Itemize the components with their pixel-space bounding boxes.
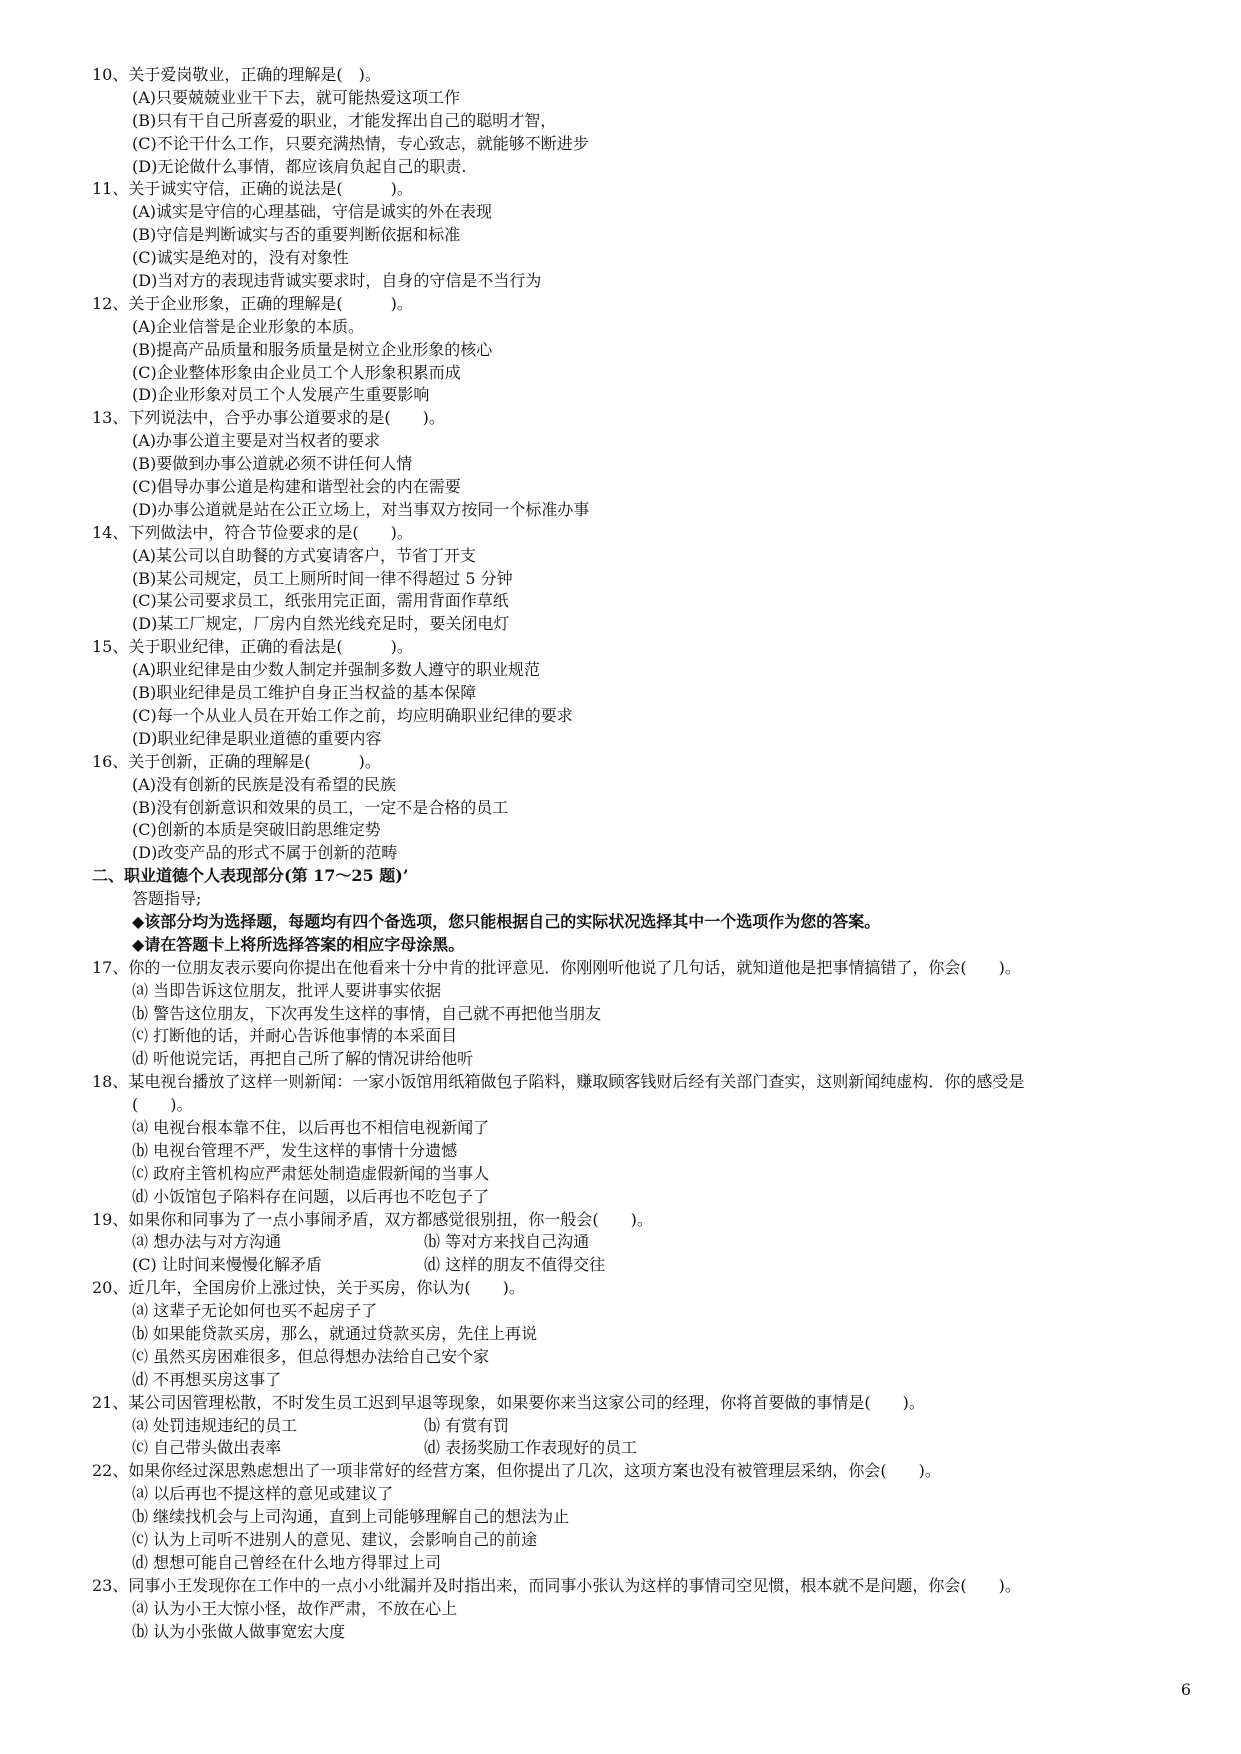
question-stem: 16、关于创新，正确的理解是( )。: [92, 751, 381, 771]
option-row: [92, 1437, 1202, 1460]
page-number: 6: [1180, 1680, 1191, 1699]
option-b: ⒝ 等对方来找自己沟通: [424, 1232, 590, 1252]
question-stem: 22、如果你经过深思熟虑想出了一项非常好的经营方案，但你提出了几次，这项方案也没有被管理层采纳，你会( )。: [92, 1461, 941, 1481]
option-b: (B)只有干自己所喜爱的职业，才能发挥出自己的聪明才智，: [132, 110, 557, 130]
question-stem: 23、同事小王发现你在工作中的一点小小纰漏并及时指出来，而同事小张认为这样的事情司空见惯，根本就不是问题，你会( )。: [92, 1575, 1021, 1595]
option-c: ⒞ 认为上司听不进别人的意见、建议，会影响自己的前途: [132, 1530, 538, 1549]
option-b: (B)没有创新意识和效果的员工，一定不是合格的员工: [132, 797, 509, 817]
option-d: ⒟ 表扬奖励工作表现好的员工: [424, 1438, 638, 1458]
option-d: (D)企业形象对员工个人发展产生重要影响: [132, 385, 430, 405]
option-b: ⒝ 电视台管理不严，发生这样的事情十分遗憾: [132, 1140, 458, 1160]
option-a: (A)没有创新的民族是没有希望的民族: [132, 774, 397, 794]
option-c: (C)创新的本质是突破旧韵思维定势: [132, 820, 381, 840]
option-b: (B)提高产品质量和服务质量是树立企业形象的核心: [132, 339, 493, 359]
option-d: ⒟ 小饭馆包子陷料存在问题，以后再也不吃包子了: [132, 1186, 490, 1206]
option-b: (B)守信是判断诚实与否的重要判断依据和标准: [132, 225, 461, 245]
option-a: (A)某公司以自助餐的方式宴请客户，节省丁开支: [132, 545, 477, 565]
option-b: ⒝ 有赏有罚: [424, 1415, 510, 1435]
option-row: [92, 1231, 1202, 1254]
option-c: ⒞ 自己带头做出表率: [132, 1438, 282, 1458]
option-b: (B)某公司规定，员工上厕所时间一律不得超过 5 分钟: [132, 568, 513, 588]
option-c: (C)企业整体形象由企业员工个人形象积累而成: [132, 362, 461, 382]
option-c: ⒞ 政府主管机构应严肃惩处制造虚假新闻的当事人: [132, 1163, 490, 1183]
option-c: (C)某公司要求员工，纸张用完正面，需用背面作草纸: [132, 591, 509, 611]
guide-rule: ◆该部分均为选择题，每题均有四个备选项，您只能根据自己的实际状况选择其中一个选项作为您的答案。: [132, 911, 881, 931]
option-d: ⒟ 想想可能自己曾经在什么地方得罪过上司: [132, 1552, 442, 1572]
option-d: (D)无论做什么事情，都应该肩负起自己的职责.: [132, 156, 467, 176]
guide-title: 答题指导;: [132, 889, 202, 909]
option-a: (A)职业纪律是由少数人制定并强制多数人遵守的职业规范: [132, 660, 541, 680]
option-d: ⒟ 不再想买房这事了: [132, 1369, 282, 1389]
option-row: [92, 1254, 1202, 1277]
question-stem: 10、关于爱岗敬业，正确的理解是( )。: [92, 65, 381, 84]
option-a: (A)诚实是守信的心理基础，守信是诚实的外在表现: [132, 202, 493, 222]
option-d: ⒟ 这样的朋友不值得交往: [424, 1255, 606, 1275]
option-b: (B)职业纪律是员工维护自身正当权益的基本保障: [132, 683, 477, 703]
option-a: ⒜ 想办法与对方沟通: [132, 1232, 282, 1252]
option-c: (C)不论干什么工作，只要充满热情，专心致志，就能够不断进步: [132, 133, 589, 153]
question-stem: 15、关于职业纪律，正确的看法是( )。: [92, 637, 413, 657]
question-stem: 11、关于诚实守信，正确的说法是( )。: [92, 179, 413, 199]
section-heading: 二、职业道德个人表现部分(第 17～25 题)’: [92, 866, 409, 886]
question-stem: 20、近几年，全国房价上涨过快，关于买房，你认为( )。: [92, 1278, 525, 1298]
option-c: (C) 让时间来慢慢化解矛盾: [132, 1255, 322, 1275]
question-stem: 17、你的一位朋友表示要向你提出在他看来十分中肯的批评意见．你刚刚听他说了几句话，就知道他是把事情搞错了，你会( )。: [92, 957, 1021, 977]
question-stem: 13、下列说法中，合乎办事公道要求的是( )。: [92, 408, 445, 428]
option-row: [92, 1415, 1202, 1438]
option-b: ⒝ 警告这位朋友，下次再发生这样的事情，自己就不再把他当朋友: [132, 1003, 602, 1023]
option-d: (D)办事公道就是站在公正立场上，对当事双方按同一个标准办事: [132, 499, 590, 519]
option-a: (A)办事公道主要是对当权者的要求: [132, 431, 381, 451]
option-b: (B)要做到办事公道就必须不讲任何人情: [132, 454, 413, 474]
option-a: ⒜ 以后再也不提这样的意见或建议了: [132, 1484, 394, 1504]
option-d: (D)当对方的表现违背诚实要求时，自身的守信是不当行为: [132, 271, 542, 291]
option-c: (C)倡导办事公道是构建和谐型社会的内在需要: [132, 477, 461, 497]
option-a: ⒜ 这辈子无论如何也买不起房子了: [132, 1301, 378, 1321]
option-a: ⒜ 处罚违规违纪的员工: [132, 1415, 298, 1435]
question-stem: 14、下列做法中，符合节俭要求的是( )。: [92, 522, 413, 542]
option-a: (A)企业信誉是企业形象的本质。: [132, 316, 365, 336]
question-stem: 19、如果你和同事为了一点小事闹矛盾，双方都感觉很别扭，你一般会( )。: [92, 1209, 653, 1229]
question-stem: 21、某公司因管理松散，不时发生员工迟到早退等现象，如果要你来当这家公司的经理，你将首要做的事情是( )。: [92, 1392, 925, 1412]
option-b: ⒝ 认为小张做人做事宽宏大度: [132, 1621, 346, 1641]
question-stem: 18、某电视台播放了这样一则新闻：一家小饭馆用纸箱做包子陷料，赚取顾客钱财后经有关部门查实，这则新闻纯虚构．你的感受是: [92, 1072, 1025, 1092]
option-d: (D)改变产品的形式不属于创新的范畴: [132, 843, 398, 863]
option-b: ⒝ 如果能贷款买房，那么，就通过贷款买房，先住上再说: [132, 1323, 538, 1343]
option-d: (D)某工厂规定，厂房内自然光线充足时，要关闭电灯: [132, 614, 510, 634]
guide-rule: ◆请在答题卡上将所选择答案的相应字母涂黑。: [132, 934, 465, 954]
option-a: ⒜ 认为小王大惊小怪，故作严肃，不放在心上: [132, 1598, 458, 1618]
option-c: (C)每一个从业人员在开始工作之前，均应明确职业纪律的要求: [132, 705, 573, 725]
option-c: ⒞ 虽然买房困难很多，但总得想办法给自己安个家: [132, 1346, 490, 1366]
option-a: ⒜ 当即告诉这位朋友，批评人要讲事实依据: [132, 980, 442, 1000]
question-stem-continued: ( )。: [132, 1095, 193, 1115]
option-c: ⒞ 打断他的话，并耐心告诉他事情的本采面目: [132, 1026, 458, 1046]
option-d: ⒟ 听他说完话，再把自己所了解的情况讲给他听: [132, 1049, 474, 1069]
option-c: (C)诚实是绝对的，没有对象性: [132, 248, 349, 268]
option-a: ⒜ 电视台根本靠不住，以后再也不相信电视新闻了: [132, 1117, 490, 1137]
option-b: ⒝ 继续找机会与上司沟通，直到上司能够理解自己的想法为止: [132, 1507, 570, 1527]
page-content: [92, 64, 1202, 1643]
question-stem: 12、关于企业形象，正确的理解是( )。: [92, 293, 413, 313]
option-d: (D)职业纪律是职业道德的重要内容: [132, 728, 382, 748]
option-a: (A)只要兢兢业业干下去，就可能热爱这项工作: [132, 87, 461, 107]
